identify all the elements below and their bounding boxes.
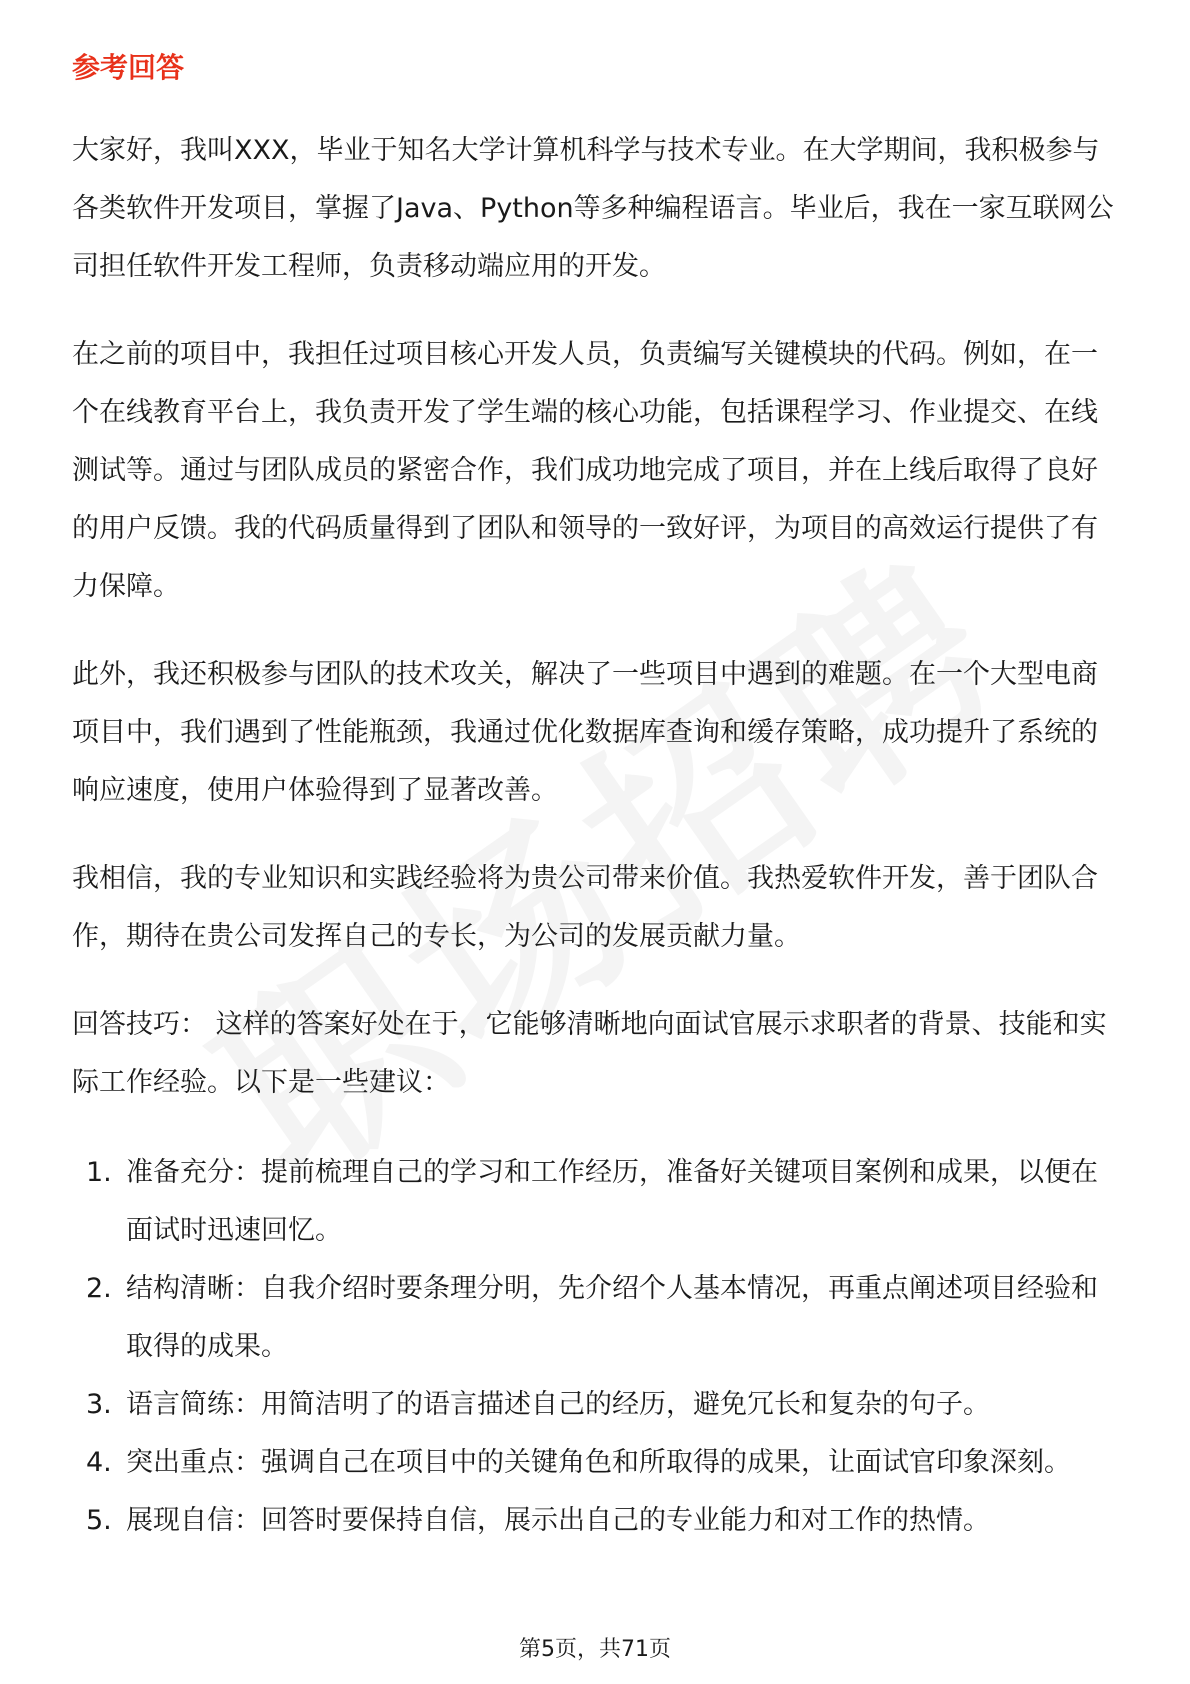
paragraph-intro: 大家好，我叫XXX，毕业于知名大学计算机科学与技术专业。在大学期间，我积极参与各类软件开发项目，掌握了Java、Python等多种编程语言。毕业后，我在一家互联网公司担任软件开发工程师，负责移动端应用的开发。 bbox=[72, 135, 1114, 282]
tips-list bbox=[72, 1144, 1124, 1550]
tips-intro: 回答技巧： 这样的答案好处在于，它能够清晰地向面试官展示求职者的背景、技能和实际工作经验。以下是一些建议： bbox=[72, 1009, 1107, 1098]
list-number: 3. bbox=[86, 1389, 112, 1420]
list-text: 结构清晰：自我介绍时要条理分明，先介绍个人基本情况，再重点阐述项目经验和取得的成果。 bbox=[126, 1273, 1098, 1362]
list-text: 语言简练：用简洁明了的语言描述自己的经历，避免冗长和复杂的句子。 bbox=[126, 1389, 990, 1420]
list-number: 4. bbox=[86, 1447, 112, 1478]
list-item bbox=[72, 1376, 1124, 1434]
paragraph-project: 在之前的项目中，我担任过项目核心开发人员，负责编写关键模块的代码。例如，在一个在线教育平台上，我负责开发了学生端的核心功能，包括课程学习、作业提交、在线测试等。通过与团队成员的紧密合作，我们成功地完成了项目，并在上线后取得了良好的用户反馈。我的代码质量得到了团队和领导的一致好评，为项目的高效运行提供了有力保障。 bbox=[72, 339, 1098, 602]
section-heading: 参考回答 bbox=[72, 51, 185, 84]
list-item bbox=[72, 1492, 1124, 1550]
list-item bbox=[72, 1260, 1124, 1376]
list-item bbox=[72, 1434, 1124, 1492]
list-number: 2. bbox=[86, 1273, 112, 1304]
list-number: 5. bbox=[86, 1505, 112, 1536]
page-footer: 第5页，共71页 bbox=[519, 1637, 671, 1662]
paragraph-tech: 此外，我还积极参与团队的技术攻关，解决了一些项目中遇到的难题。在一个大型电商项目中，我们遇到了性能瓶颈，我通过优化数据库查询和缓存策略，成功提升了系统的响应速度，使用户体验得到了显著改善。 bbox=[72, 659, 1098, 806]
document-body bbox=[72, 48, 1124, 1550]
list-item bbox=[72, 1144, 1124, 1260]
list-text: 展现自信：回答时要保持自信，展示出自己的专业能力和对工作的热情。 bbox=[126, 1505, 990, 1536]
list-text: 准备充分：提前梳理自己的学习和工作经历，准备好关键项目案例和成果，以便在面试时迅速回忆。 bbox=[126, 1157, 1098, 1246]
paragraph-closing: 我相信，我的专业知识和实践经验将为贵公司带来价值。我热爱软件开发，善于团队合作，期待在贵公司发挥自己的专长，为公司的发展贡献力量。 bbox=[72, 863, 1098, 952]
list-number: 1. bbox=[86, 1157, 112, 1188]
list-text: 突出重点：强调自己在项目中的关键角色和所取得的成果，让面试官印象深刻。 bbox=[126, 1447, 1071, 1478]
